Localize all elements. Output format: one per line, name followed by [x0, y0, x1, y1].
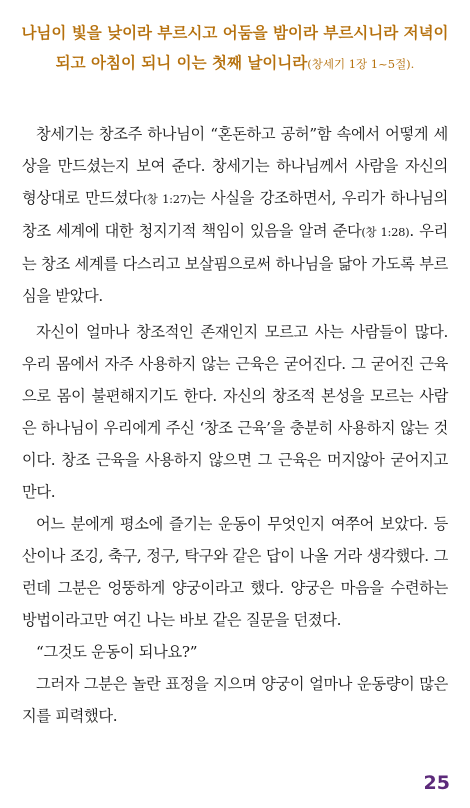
scripture-quote — [20, 18, 450, 79]
paragraph-1-part-a: 창세기는 창조주 하나님이 “혼돈하고 공허”함 속에서 어떻게 세상을 만드셨는지 보여 준다. 창세기는 하나님께서 사람을 자신의 형상대로 만드셨다 — [22, 125, 448, 207]
page-number: 25 — [423, 772, 450, 794]
paragraph-4: 그러자 그분은 놀란 표정을 지으며 양궁이 얼마나 운동량이 많은지를 피력했다. — [22, 675, 448, 725]
bible-reference-1: (창 1:27) — [142, 192, 191, 206]
bible-reference-2: (창 1:28) — [361, 225, 410, 239]
scripture-text: 나님이 빛을 낮이라 부르시고 어둠을 밤이라 부르시니라 저녁이 되고 아침이 되니 이는 첫째 날이니라 — [21, 23, 449, 72]
paragraph-1-part-b: 는 사실을 강조하면서, 우리가 하나님의 창조 세계에 대한 청지기적 책임이 있음을 알려 준다 — [22, 189, 448, 240]
paragraph-1 — [22, 118, 448, 312]
quote-line: “그것도 운동이 되나요?” — [36, 643, 198, 661]
scripture-reference: (창세기 1장 1~5절). — [307, 57, 415, 71]
paragraph-1-part-c: . 우리는 창조 세계를 다스리고 보살핌으로써 하나님을 닮아 가도록 부르심을 받았다. — [22, 222, 448, 305]
paragraph-3: 어느 분에게 평소에 즐기는 운동이 무엇인지 여쭈어 보았다. 등산이나 조깅, 축구, 정구, 탁구와 같은 답이 나올 거라 생각했다. 그런데 그분은 엉뚱하게 양궁이라고 했다. 양궁은 마음을 수련하는 방법이라고만 여긴 나는 바보 같은 질문을 던졌다. — [22, 515, 448, 629]
body-text — [22, 118, 448, 732]
paragraph-2: 자신이 얼마나 창조적인 존재인지 모르고 사는 사람들이 많다. 우리 몸에서 자주 사용하지 않는 근육은 굳어진다. 그 굳어진 근육으로 몸이 불편해지기도 한다. 자신의 창조적 본성을 모르는 사람은 하나님이 우리에게 주신 ‘창조 근육’을 충분히 사용하지 않는 것이다. 창조 근육을 사용하지 않으면 그 근육은 머지않아 굳어지고 만다. — [22, 323, 448, 501]
